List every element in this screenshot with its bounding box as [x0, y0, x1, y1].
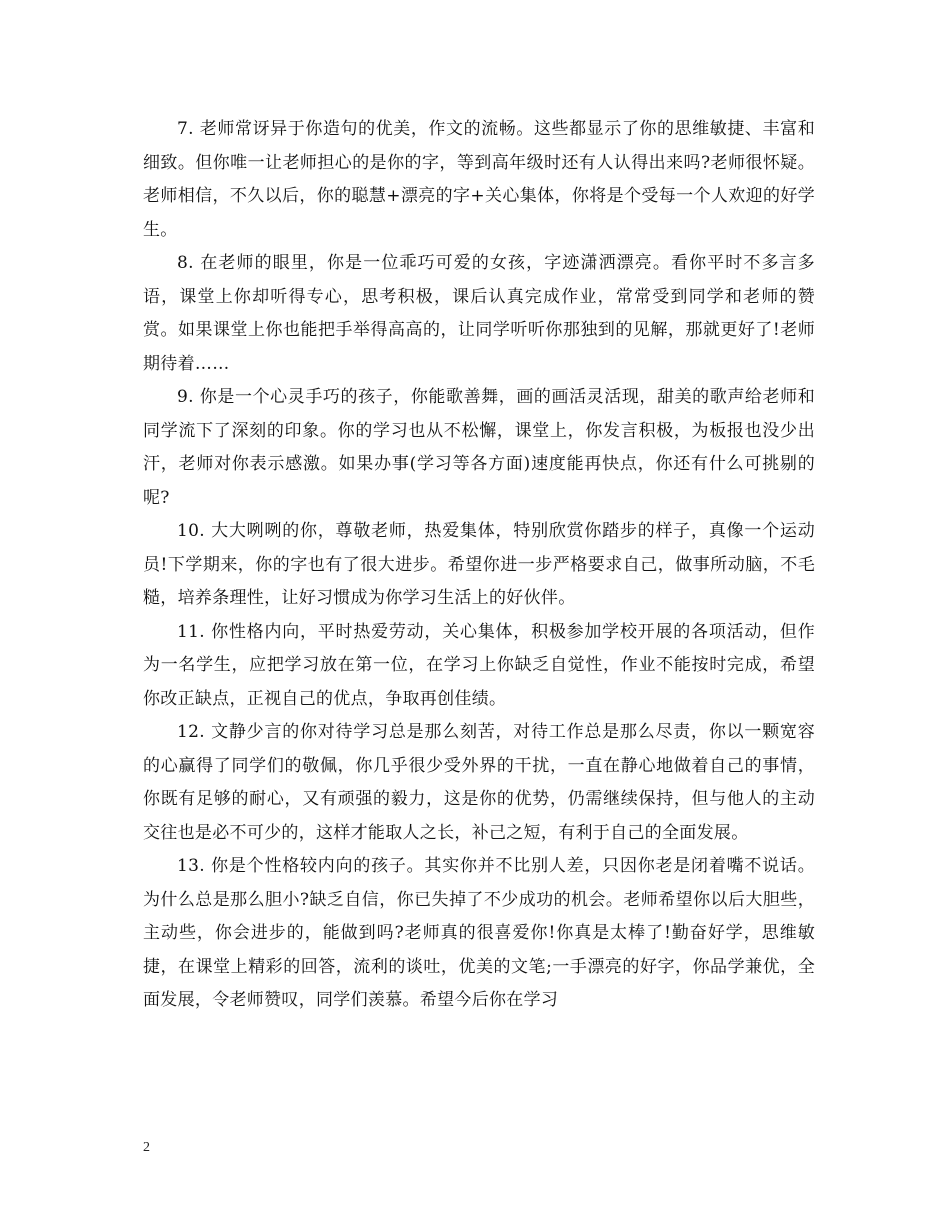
paragraph-9: 9. 你是一个心灵手巧的孩子，你能歌善舞，画的画活灵活现，甜美的歌声给老师和同学流下了深刻的印象。你的学习也从不松懈，课堂上，你发言积极，为板报也没少出汗，老师对你表示感激。如果办事(学习等各方面)速度能再快点，你还有什么可挑剔的呢?	[143, 387, 815, 508]
paragraph-7: 7. 老师常讶异于你造句的优美，作文的流畅。这些都显示了你的思维敏捷、丰富和细致。但你唯一让老师担心的是你的字，等到高年级时还有人认得出来吗?老师很怀疑。老师相信，不久以后，你的聪慧+漂亮的字+关心集体，你将是个受每一个人欢迎的好学生。	[143, 119, 815, 240]
document-body	[143, 113, 815, 1018]
paragraph-11: 11. 你性格内向，平时热爱劳动，关心集体，积极参加学校开展的各项活动，但作为一名学生，应把学习放在第一位，在学习上你缺乏自觉性，作业不能按时完成，希望你改正缺点，正视自己的优点，争取再创佳绩。	[143, 621, 815, 709]
paragraph-8: 8. 在老师的眼里，你是一位乖巧可爱的女孩，字迹潇洒漂亮。看你平时不多言多语，课堂上你却听得专心，思考积极，课后认真完成作业，常常受到同学和老师的赞赏。如果课堂上你也能把手举得高高的，让同学听听你那独到的见解，那就更好了!老师期待着……	[143, 253, 815, 374]
paragraph-10: 10. 大大咧咧的你，尊敬老师，热爱集体，特别欣赏你踏步的样子，真像一个运动员!下学期来，你的字也有了很大进步。希望你进一步严格要求自己，做事所动脑，不毛糙，培养条理性，让好习惯成为你学习生活上的好伙伴。	[143, 521, 815, 608]
paragraph-13: 13. 你是个性格较内向的孩子。其实你并不比别人差，只因你老是闭着嘴不说话。为什么总是那么胆小?缺乏自信，你已失掉了不少成功的机会。老师希望你以后大胆些，主动些，你会进步的，能做到吗?老师真的很喜爱你!你真是太棒了!勤奋好学，思维敏捷，在课堂上精彩的回答，流利的谈吐，优美的文笔;一手漂亮的好字，你品学兼优，全面发展，令老师赞叹，同学们羡慕。希望今后你在学习	[143, 856, 815, 1010]
paragraph-12: 12. 文静少言的你对待学习总是那么刻苦，对待工作总是那么尽责，你以一颗宽容的心赢得了同学们的敬佩，你几乎很少受外界的干扰，一直在静心地做着自己的事情，你既有足够的耐心，又有顽强的毅力，这是你的优势，仍需继续保持，但与他人的主动交往也是必不可少的，这样才能取人之长，补己之短，有利于自己的全面发展。	[143, 722, 815, 843]
page-number: 2	[143, 1140, 150, 1155]
